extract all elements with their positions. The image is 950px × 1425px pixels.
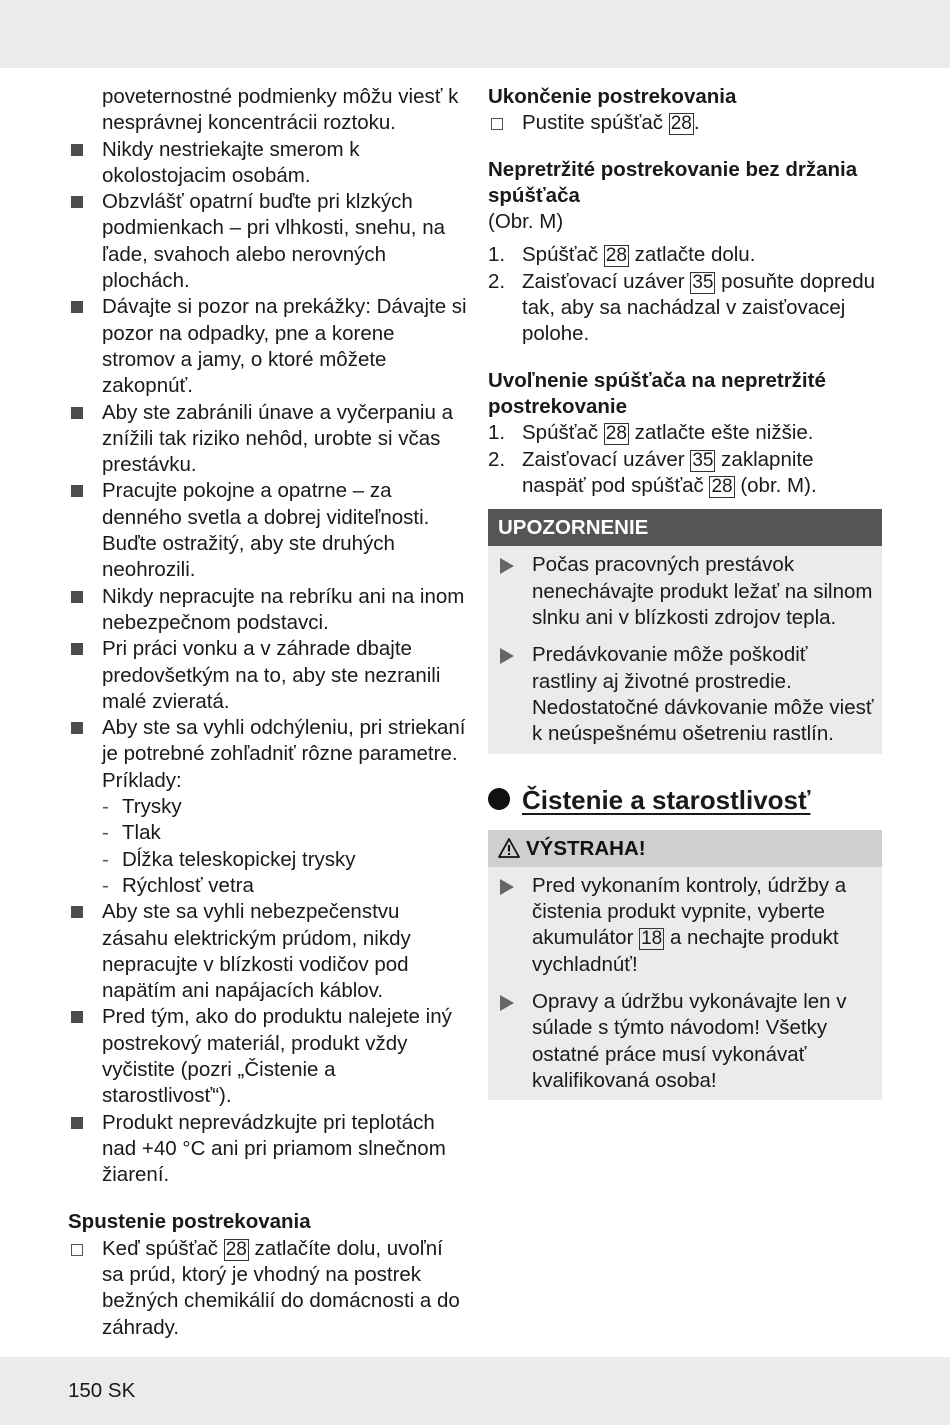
bullet-item: Obzvlášť opatrní buďte pri klzkých podmienkach – pri vlhkosti, snehu, na ľade, svahoch alebo nerovných plochách. [68,189,468,294]
right-column [488,84,882,1100]
part-ref: 28 [670,113,692,135]
notice-box [488,509,882,753]
warning-item: Pred vykonaním kontroly, údržby a čistenia produkt vypnite, vyberte akumulátor 18 a nechajte produkt vychladnúť! [498,873,874,978]
part-ref: 28 [711,475,733,497]
bullet-item: Nikdy nepracujte na rebríku ani na inom nebezpečnom podstavci. [68,584,468,637]
part-ref: 28 [605,245,627,267]
notice-title: UPOZORNENIE [488,509,882,546]
numbered-step: 2. Zaisťovací uzáver 35 posuňte dopredu tak, aby sa nachádzal v zaisťovacej polohe. [488,269,876,346]
warning-item: Opravy a údržbu vykonávajte len v súlade s týmto návodom! Všetky ostatné práce musí vykonávať kvalifikovaná osoba! [498,989,874,1094]
numbered-step: 1. Spúšťač 28 zatlačte dolu. [488,243,756,267]
heading-continuous-spraying: Nepretržité postrekovanie bez držania spúšťača [488,157,858,207]
dash-marker: - [102,847,109,871]
part-ref: 28 [605,423,627,445]
bullet-dot-icon [488,788,510,810]
part-ref: 28 [225,1238,247,1260]
sub-list-item: - Tlak [68,820,468,846]
sub-list-item: - Rýchlosť vetra [68,873,468,899]
section-title: Čistenie a starostlivosť [488,784,882,816]
bullet-item: Pracujte pokojne a opatrne – za denného svetla a dobrej viditeľnosti. Buďte ostražitý, aby ste druhých neohrozili. [68,478,468,583]
warning-triangle-icon [498,838,520,858]
bullet-item: Pred tým, ako do produktu nalejete iný postrekový materiál, produkt vždy vyčistite (pozri „Čistenie a starostlivosť“). [68,1004,468,1109]
bullet-item: Dávajte si pozor na prekážky: Dávajte si pozor na odpadky, pne a korene stromov a jamy, o ktoré môžete zakopnúť. [68,294,468,399]
dash-marker: - [102,873,109,897]
bullet-item: Nikdy nestriekajte smerom k okolostojacim osobám. [68,137,468,190]
dash-marker: - [102,821,109,845]
notice-item: Počas pracovných prestávok nenechávajte produkt ležať na silnom slnku ani v blízkosti zdrojov tepla. [498,552,874,631]
sub-list-item: - Trysky [68,794,468,820]
footer-band [0,1357,950,1425]
numbered-step: 1. Spúšťač 28 zatlačte ešte nižšie. [488,421,814,445]
part-ref: 18 [641,928,663,950]
figure-reference: (Obr. M) [488,210,564,234]
warning-header [488,830,882,867]
heading-stop-spraying: Ukončenie postrekovania [488,85,737,108]
heading-start-spraying: Spustenie postrekovania [68,1210,311,1234]
bullet-item: Aby ste sa vyhli nebezpečenstvu zásahu elektrickým prúdom, nikdy nepracujte v blízkosti vodičov pod napätím ani napájacích káblov. [68,899,468,1004]
numbered-step: 2. Zaisťovací uzáver 35 zaklapnite naspäť pod spúšťač 28 (obr. M). [488,447,817,497]
warning-box [488,830,882,1101]
left-column [68,84,468,1341]
warning-title: VÝSTRAHA! [526,836,646,860]
bullet-item: Aby ste zabránili únave a vyčerpaniu a znížili tak riziko nehôd, urobte si včas prestávku. [68,400,468,479]
bullet-item: Aby ste sa vyhli odchýleniu, pri striekaní je potrebné zohľadniť rôzne parametre. Príklady: [68,715,468,794]
notice-item: Predávkovanie môže poškodiť rastliny aj životné prostredie. Nedostatočné dávkovanie môže viesť k neúspešnému ošetreniu rastlín. [498,642,874,747]
header-band [0,0,950,68]
step-item: Pustite spúšťač 28. [488,110,882,136]
bullet-item: Pri práci vonku a v záhrade dbajte predovšetkým na to, aby ste nezranili malé zvieratá. [68,636,468,715]
step-item: Keď spúšťač 28 zatlačíte dolu, uvoľní sa prúd, ktorý je vhodný na postrek bežných chemikálií do domácnosti a do záhrady. [68,1236,468,1341]
page-number: 150 SK [68,1379,136,1402]
part-ref: 35 [692,449,714,471]
bullet-item: Produkt neprevádzkujte pri teplotách nad +40 °C ani pri priamom slnečnom žiarení. [68,1110,468,1189]
part-ref: 35 [692,271,714,293]
dash-marker: - [102,795,109,819]
heading-release-trigger: Uvoľnenie spúšťača na nepretržité postrekovanie [488,368,826,418]
sub-list-item: - Dĺžka teleskopickej trysky [68,847,468,873]
bullet-continuation: poveternostné podmienky môžu viesť k nesprávnej koncentrácii roztoku. [102,85,459,135]
